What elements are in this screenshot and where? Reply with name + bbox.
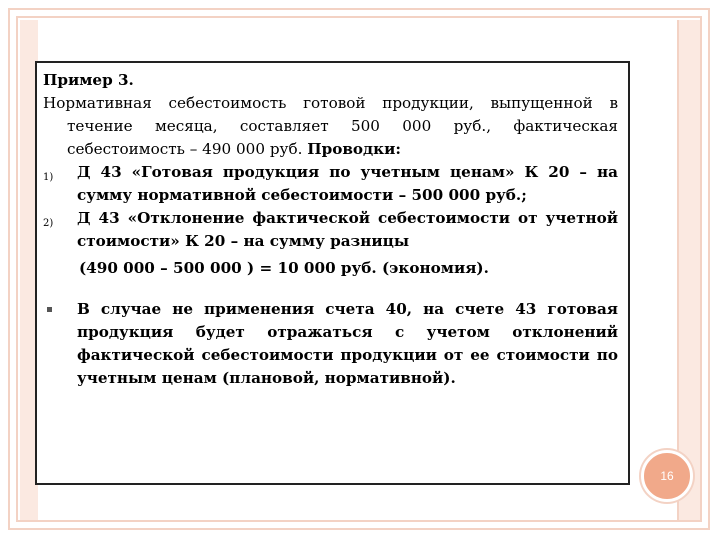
right-band-divider: [677, 20, 679, 520]
list-item-number: 2): [43, 218, 54, 229]
right-decor-band: [678, 20, 700, 520]
page-number-badge: [641, 450, 693, 502]
list-item-text: Д 43 «Отклонение фактической себестоимости от учетной стоимости» К 20 – на сумму разницы: [77, 209, 618, 250]
list-item: [43, 161, 618, 207]
calculation-line: (490 000 – 500 000 ) = 10 000 руб. (экономия).: [79, 259, 489, 277]
intro-paragraph: [43, 92, 618, 161]
slide-title: Пример 3.: [43, 71, 134, 89]
intro-bold-text: Проводки:: [307, 140, 402, 158]
note-item: [43, 298, 618, 390]
note-text: В случае не применения счета 40, на счете 43 готовая продукция будет отражаться с учетом отклонений фактической себестоимости продукции от ее стоимости по учетным ценам (плановой, нормативной).: [77, 300, 618, 387]
list-item-number: 1): [43, 172, 54, 183]
square-bullet-icon: [43, 298, 77, 390]
list-item: [43, 207, 618, 253]
list-item-text: Д 43 «Готовая продукция по учетным ценам» К 20 – на сумму нормативной себестоимости – 500 000 руб.;: [77, 163, 618, 204]
slide-text: [43, 69, 618, 390]
intro-text: Нормативная себестоимость готовой продукции, выпущенной в течение месяца, составляет 500 000 руб., фактическая себестоимость – 490 000 руб.: [43, 94, 618, 158]
page-number: 16: [660, 469, 674, 483]
content-box: [35, 61, 630, 485]
